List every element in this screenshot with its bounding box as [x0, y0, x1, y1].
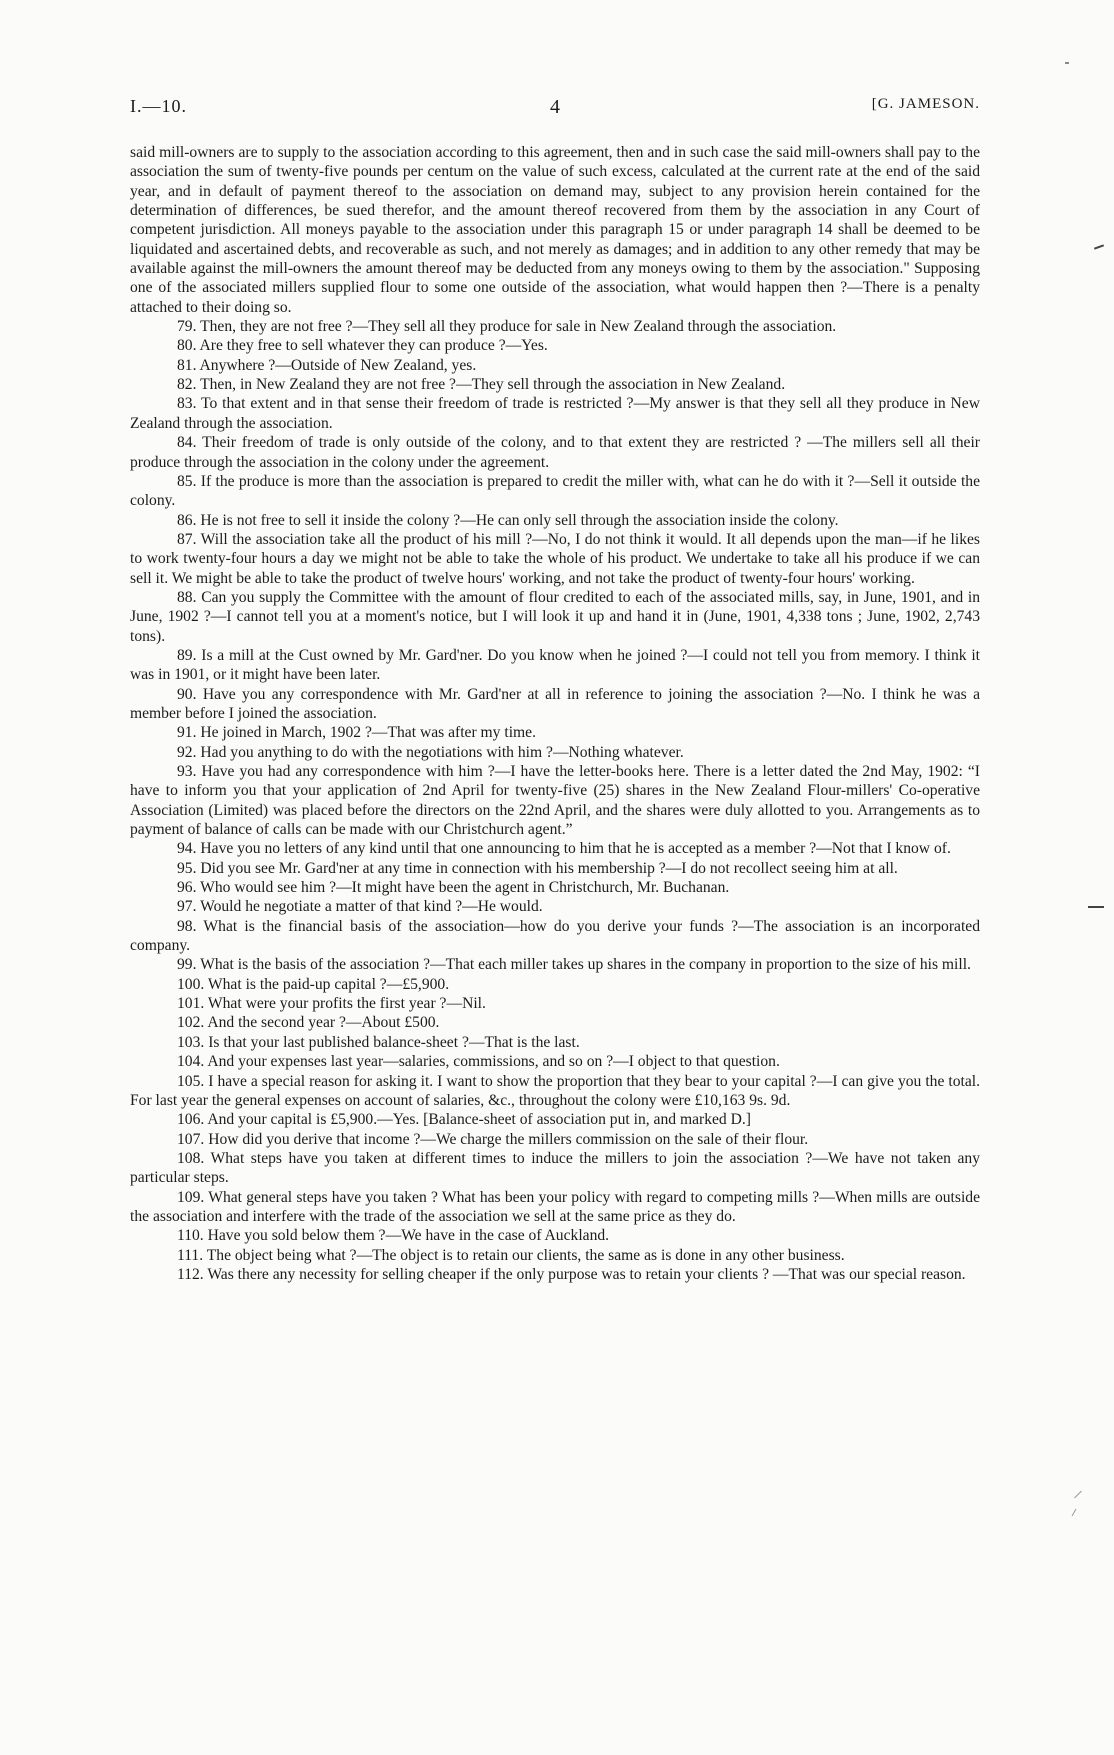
question-103: 103. Is that your last published balance-sheet ?—That is the last.	[177, 1033, 580, 1051]
question-85: 85. If the produce is more than the association is prepared to credit the miller with, what can he do with it ?—Sell it outside the colony.	[130, 472, 980, 510]
scan-mark	[1072, 1509, 1077, 1516]
question-92: 92. Had you anything to do with the negotiations with him ?—Nothing whatever.	[177, 743, 684, 761]
question-90: 90. Have you any correspondence with Mr. Gard'ner at all in reference to joining the association ?—No. I think he was a member before I joined the association.	[130, 685, 980, 722]
question-79: 79. Then, they are not free ?—They sell all they produce for sale in New Zealand through the association.	[177, 318, 837, 336]
evidence-text	[130, 143, 980, 1284]
witness-name: [G. JAMESON.	[871, 96, 980, 112]
question-108: 108. What steps have you taken at different times to induce the millers to join the association ?—We have not taken any particular steps.	[130, 1149, 980, 1187]
question-91: 91. He joined in March, 1902 ?—That was after my time.	[177, 724, 536, 742]
scan-mark	[1074, 1491, 1082, 1499]
question-96: 96. Who would see him ?—It might have been the agent in Christchurch, Mr. Buchanan.	[177, 879, 730, 897]
question-86: 86. He is not free to sell it inside the colony ?—He can only sell through the association inside the colony.	[177, 511, 839, 529]
question-82: 82. Then, in New Zealand they are not free ?—They sell through the association in New Zealand.	[177, 376, 786, 394]
scan-mark	[1088, 906, 1104, 908]
question-84: 84. Their freedom of trade is only outside of the colony, and to that extent they are restricted ? —The millers sell all their produce through the association in the colony under the agreement.	[130, 434, 980, 471]
question-111: 111. The object being what ?—The object is to retain our clients, the same as is done in any other business.	[177, 1246, 845, 1264]
question-106: 106. And your capital is £5,900.—Yes. [Balance-sheet of association put in, and marked D.]	[177, 1111, 751, 1129]
question-95: 95. Did you see Mr. Gard'ner at any time in connection with his membership ?—I do not recollect seeing him at all.	[177, 859, 898, 877]
document-reference: I.—10.	[130, 96, 187, 116]
question-101: 101. What were your profits the first year ?—Nil.	[177, 995, 486, 1013]
page-number: 4	[550, 96, 560, 118]
question-107: 107. How did you derive that income ?—We charge the millers commission on the sale of their flour.	[177, 1130, 809, 1148]
question-88: 88. Can you supply the Committee with the amount of flour credited to each of the associated mills, say, in June, 1901, and in June, 1902 ?—I cannot tell you at a moment's notice, but I will look it up and hand it in (June, 1901, 4,338 tons ; June, 1902, 2,743 tons).	[130, 588, 980, 645]
question-93: 93. Have you had any correspondence with him ?—I have the letter-books here. There is a letter dated the 2nd May, 1902: “I have to inform you that your application of 2nd April for twenty-five (25) shares in the New Zealand Flour-millers' Co-operative Association (Limited) was placed before the directors on the 22nd April, and the shares were duly allotted to you. Arrangements as to payment of balance of calls can be made with our Christchurch agent.”	[130, 763, 980, 839]
question-105: 105. I have a special reason for asking it. I want to show the proportion that they bear to your capital ?—I can give you the total. For last year the general expenses on account of salaries, &c., throughout the colony were £10,163 9s. 9d.	[130, 1072, 980, 1109]
question-83: 83. To that extent and in that sense their freedom of trade is restricted ?—My answer is that they sell all they produce in New Zealand through the association.	[130, 395, 980, 432]
question-80: 80. Are they free to sell whatever they can produce ?—Yes.	[177, 337, 548, 355]
scan-mark	[1065, 62, 1069, 64]
question-109: 109. What general steps have you taken ? What has been your policy with regard to competing mills ?—When mills are outside the association and interfere with the trade of the association we sell at the same price as they do.	[130, 1188, 980, 1225]
question-97: 97. Would he negotiate a matter of that kind ?—He would.	[177, 898, 543, 916]
question-89: 89. Is a mill at the Cust owned by Mr. Gard'ner. Do you know when he joined ?—I could not tell you from memory. I think it was in 1901, or it might have been later.	[130, 646, 980, 684]
question-94: 94. Have you no letters of any kind until that one announcing to him that he is accepted as a member ?—Not that I know of.	[177, 840, 951, 858]
question-110: 110. Have you sold below them ?—We have in the case of Auckland.	[177, 1227, 610, 1245]
question-102: 102. And the second year ?—About £500.	[177, 1014, 440, 1032]
scan-mark	[1094, 244, 1104, 249]
page-header	[130, 96, 980, 124]
question-87: 87. Will the association take all the product of his mill ?—No, I do not think it would. It all depends upon the man—if he likes to work twenty-four hours a day we might not be able to take the whole of his product. We undertake to take all his produce if we can sell it. We might be able to take the product of twelve hours' working, and not take the product of twenty-four hours' working.	[130, 530, 980, 587]
question-99: 99. What is the basis of the association ?—That each miller takes up shares in the company in proportion to the size of his mill.	[177, 956, 971, 974]
question-100: 100. What is the paid-up capital ?—£5,900.	[177, 975, 450, 993]
paragraph-continuation: said mill-owners are to supply to the association according to this agreement, then and in such case the said mill-owners shall pay to the association the sum of twenty-five pounds per centum on the value of such excess, calculated at the current rate at the end of the said year, and in default of payment thereof to the association on demand may, subject to any provision herein contained for the determination of differences, be sued therefor, and the amount thereof recovered from them by the association in any Court of competent jurisdiction. All moneys payable to the association under this paragraph 15 or under paragraph 14 shall be deemed to be liquidated and ascertained debts, and recoverable as such, and not merely as damages; and in addition to any other remedy that may be available against the mill-owners the amount thereof may be deducted from any moneys owing to them by the association." Supposing one of the associated millers supplied flour to some one outside of the association, what would happen then ?—There is a penalty attached to their doing so.	[130, 144, 980, 316]
question-98: 98. What is the financial basis of the association—how do you derive your funds ?—The association is an incorporated company.	[130, 917, 980, 955]
question-104: 104. And your expenses last year—salaries, commissions, and so on ?—I object to that question.	[177, 1053, 780, 1071]
question-81: 81. Anywhere ?—Outside of New Zealand, yes.	[177, 356, 477, 374]
question-112: 112. Was there any necessity for selling cheaper if the only purpose was to retain your clients ? —That was our special reason.	[177, 1265, 966, 1283]
